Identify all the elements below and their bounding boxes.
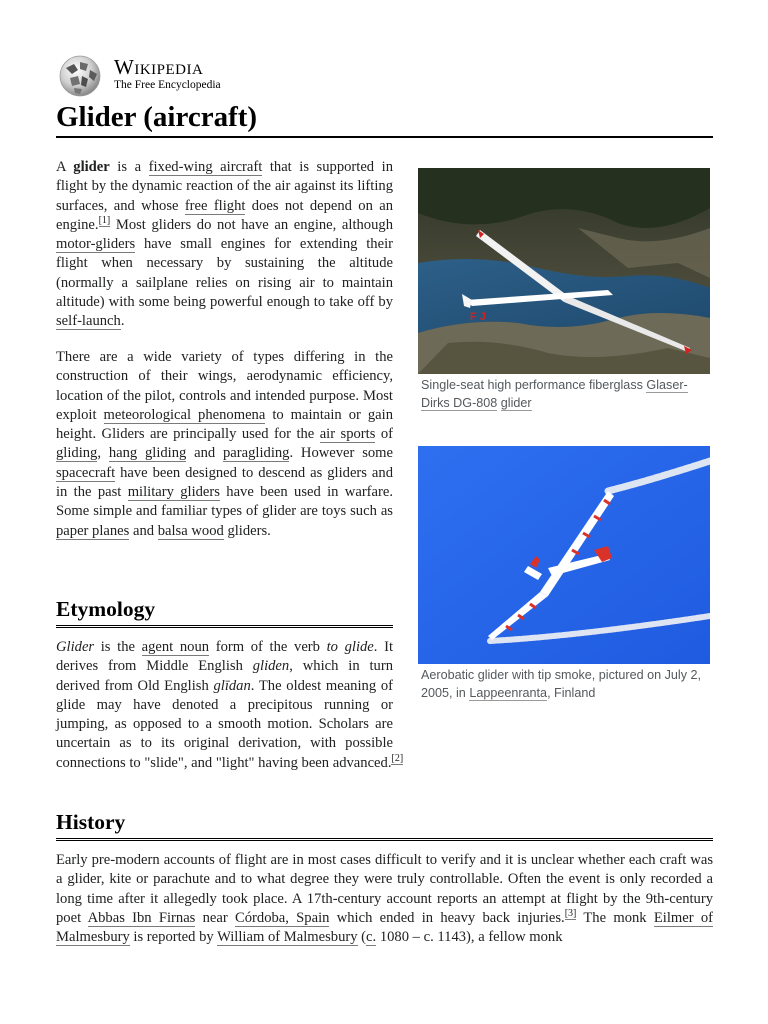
- link-motor-gliders[interactable]: motor-gliders: [56, 236, 136, 253]
- link-hang-gliding[interactable]: hang gliding: [108, 445, 187, 462]
- link-glider[interactable]: glider: [500, 395, 532, 410]
- reference-3-link[interactable]: [3]: [564, 908, 577, 920]
- svg-text:F J: F J: [470, 311, 486, 323]
- link-eilmer-of-malmesbury[interactable]: Eilmer of Malmesbury: [56, 909, 713, 946]
- link-cordoba-spain[interactable]: Córdoba, Spain: [235, 909, 330, 926]
- link-abbas-ibn-firnas[interactable]: Abbas Ibn Firnas: [87, 909, 196, 926]
- link-paper-planes[interactable]: paper planes: [56, 522, 130, 539]
- link-self-launch[interactable]: self-launch: [56, 313, 121, 330]
- page-title: Glider (aircraft): [56, 98, 713, 138]
- link-lappeenranta[interactable]: Lappeenranta: [469, 685, 548, 700]
- bold-term: glider: [73, 159, 110, 175]
- intro-paragraph-2: There are a wide variety of types differing in the construction of their wings, aerodynamic efficiency, location of the pilot, controls and intended purpose. Most exploit meteorological phenomena to maintain or gain height. Gliders are principally used for the air sports of gliding, hang gliding and paragliding. However some spacecraft have been designed to descend as gliders and in the past military gliders have been used in warfare. Some simple and familiar types of glider are toys such as paper planes and balsa wood gliders.: [56, 349, 394, 539]
- article-page: [56, 52, 713, 946]
- link-paragliding[interactable]: paragliding: [223, 445, 290, 462]
- intro-paragraph-1: A glider is a fixed-wing aircraft that is supported in flight by the dynamic reaction of the air against its lifting surfaces, and whose free flight does not depend on an engine.[1] Most gliders do not have an engine, although motor-gliders have small engines for extending their flight when necessary by sustaining the altitude (normally a sailplane relies on rising air to maintain altitude) with some being powerful enough to take off by self-launch.: [56, 159, 393, 330]
- aerobatic-glider-photo[interactable]: [418, 446, 710, 664]
- link-free-flight[interactable]: free flight: [184, 197, 246, 214]
- figure-aerobatic-glider: [418, 446, 710, 702]
- link-agent-noun[interactable]: agent noun: [141, 639, 210, 655]
- wordmark: Wikipedia: [114, 55, 204, 79]
- link-meteorological-phenomena[interactable]: meteorological phenomena: [103, 406, 266, 423]
- figure-1-caption: Single-seat high performance fiberglass Glaser-Dirks DG-808 glider: [421, 378, 688, 410]
- etymology-paragraph: Glider is the agent noun form of the verb to glide. It derives from Middle English gliden, which in turn derived from Old English glīdan. The oldest meaning of glide may have denoted a precipitous running or jumping, as opposed to a smooth motion. Scholars are uncertain as to its original derivation, with possible connections to "slide", and "light" having been advanced.[2]: [56, 639, 404, 771]
- link-air-sports[interactable]: air sports: [319, 426, 376, 443]
- link-circa[interactable]: c.: [366, 929, 377, 946]
- link-gliding[interactable]: gliding: [56, 445, 98, 462]
- wikipedia-globe-icon[interactable]: [56, 54, 104, 98]
- link-william-of-malmesbury[interactable]: William of Malmesbury: [217, 929, 358, 946]
- reference-2-link[interactable]: [2]: [391, 752, 404, 764]
- sailplane-photo[interactable]: [418, 168, 710, 374]
- section-heading-etymology: Etymology: [56, 595, 393, 628]
- link-spacecraft[interactable]: spacecraft: [56, 464, 116, 481]
- link-glaser-dirks-dg808[interactable]: Glaser-Dirks DG-808: [421, 378, 688, 410]
- wikipedia-header[interactable]: [56, 52, 713, 96]
- figure-2-caption: Aerobatic glider with tip smoke, pictured on July 2, 2005, in Lappeenranta, Finland: [421, 668, 701, 700]
- history-paragraph: Early pre-modern accounts of flight are in most cases difficult to verify and it is unclear whether each craft was a glider, kite or parachute and to what degree they were truly controllable. Often the event is only recorded a long time after it allegedly took place. A 17th-century account reports an attempt at flight by the 9th-century poet Abbas Ibn Firnas near Córdoba, Spain which ended in heavy back injuries.[3] The monk Eilmer of Malmesbury is reported by William of Malmesbury (c. 1080 – c. 1143), a fellow monk: [56, 852, 713, 946]
- link-military-gliders[interactable]: military gliders: [127, 484, 220, 501]
- section-heading-history: History: [56, 808, 713, 841]
- link-fixed-wing-aircraft[interactable]: fixed-wing aircraft: [148, 159, 263, 175]
- figure-dg808: [418, 168, 710, 412]
- link-balsa-wood[interactable]: balsa wood: [157, 522, 224, 539]
- reference-1-link[interactable]: [1]: [98, 215, 111, 227]
- tagline: The Free Encyclopedia: [114, 79, 221, 91]
